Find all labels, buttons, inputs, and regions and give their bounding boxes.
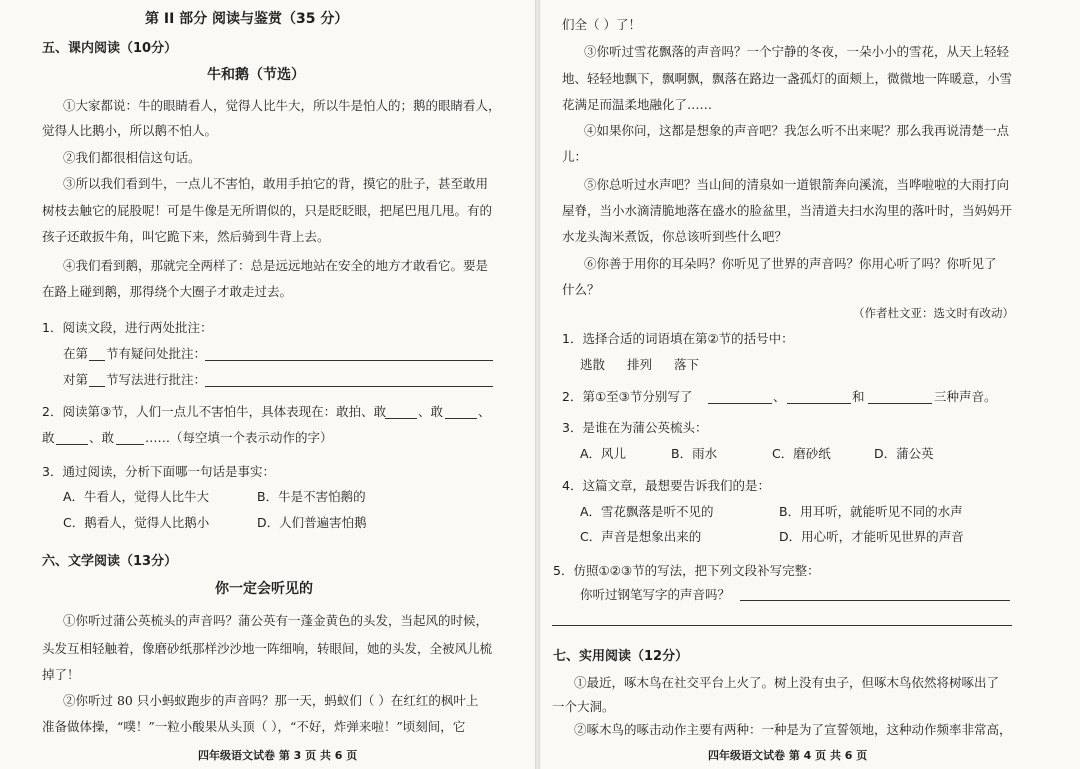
q1a-post: 节有疑问处批注： [106, 346, 207, 361]
q1a-pre: 在第 [63, 346, 89, 361]
passage-line: 花满足而温柔地融化了…… [562, 97, 713, 112]
passage-line: ⑤你总听过水声吧？当山间的清泉如一道银箭奔向溪流，当哗啦啦的大雨打向 [584, 177, 1010, 192]
passage-line: ③所以我们看到牛，一点儿不害怕，敢用手拍它的背，摸它的肚子，甚至敢用 [63, 176, 489, 191]
section6-title: 你一定会听见的 [215, 581, 313, 597]
passage-line: ②我们都很相信这句话。 [63, 150, 201, 165]
r-q2-and: 和 [852, 389, 865, 404]
q3-option-a[interactable]: A．牛看人，觉得人比牛大 [63, 489, 210, 504]
r-q2-blank[interactable] [787, 389, 851, 404]
passage-line: ①你听过蒲公英梳头的声音吗？蒲公英有一蓬金黄色的头发，当起风的时候， [63, 613, 489, 628]
passage-line: 觉得人比鹅小，所以鹅不怕人。 [42, 123, 218, 138]
section7-heading: 七、实用阅读（12分） [553, 649, 689, 664]
q2-blank[interactable] [56, 430, 88, 445]
q2-line2-mid: 、敢 [89, 430, 115, 445]
r-q4-option-b[interactable]: B．用耳听，就能听见不同的水声 [779, 504, 963, 519]
r-question-5-label: 5．仿照①②③节的写法，把下列文段补写完整： [553, 563, 820, 578]
q2-blank[interactable] [385, 404, 417, 419]
passage-line: 头发互相轻触着，像磨砂纸那样沙沙地一阵细响，转眼间，她的头发，全被风儿梳 [42, 641, 493, 656]
q2-sep: 、敢 [418, 404, 444, 419]
r-q3-option-a[interactable]: A．风儿 [580, 446, 627, 461]
section5-heading: 五、课内阅读（10分） [42, 41, 178, 56]
q2-comma: 、 [478, 404, 491, 419]
q1b-answer-line[interactable] [205, 372, 493, 387]
q2-instruction: ……（每空填一个表示动作的字） [145, 430, 333, 445]
passage-line: 在路上碰到鹅，那得绕个大圈子才敢走过去。 [42, 284, 293, 299]
q1a-answer-line[interactable] [205, 346, 493, 361]
section5-title: 牛和鹅（节选） [207, 67, 305, 83]
question-1-label: 1．阅读文段，进行两处批注： [42, 320, 213, 335]
passage-line: ②啄木鸟的啄击动作主要有两种：一种是为了宣誓领地，这种动作频率非常高， [574, 722, 1012, 737]
q3-option-b[interactable]: B．牛是不害怕鹅的 [257, 489, 366, 504]
passage-line: 掉了！ [42, 667, 80, 682]
passage-line: 们全（ ）了！ [562, 17, 641, 32]
r-q2-blank[interactable] [708, 389, 772, 404]
question-3-label: 3．通过阅读，分析下面哪一句话是事实： [42, 464, 275, 479]
passage-line: 准备做体操，“噗！”一粒小酸果从头顶（ ），“不好，炸弹来啦！”顷刻间，它 [42, 719, 466, 734]
q2-blank[interactable] [116, 430, 144, 445]
r-q4-option-c[interactable]: C．声音是想象出来的 [580, 529, 702, 544]
passage-line: ④我们看到鹅，那就完全两样了：总是远远地站在安全的地方才敢看它。要是 [63, 258, 489, 273]
r-q3-option-b[interactable]: B．雨水 [671, 446, 718, 461]
r-q3-option-c[interactable]: C．磨砂纸 [772, 446, 831, 461]
r-q5-prompt: 你听过钢笔写字的声音吗？ [580, 587, 731, 602]
passage-line: ②你听过 80 只小蚂蚁跑步的声音吗？那一天，蚂蚁们（ ）在红红的枫叶上 [63, 693, 479, 708]
passage-line: 水龙头淘米煮饭，你总该听到些什么吧？ [562, 229, 788, 244]
r-q4-option-a[interactable]: A．雪花飘落是听不见的 [580, 504, 714, 519]
right-page [540, 0, 1080, 769]
r-question-4-label: 4．这篇文章，最想要告诉我们的是： [562, 478, 770, 493]
word-option[interactable]: 排列 [627, 357, 653, 372]
r-question-2-text: 2．第①至③节分别写了 [562, 389, 693, 404]
r-q2-blank[interactable] [868, 389, 932, 404]
q1a-section-blank[interactable] [89, 346, 105, 361]
passage-line: 树枝去触它的屁股呢！可是牛像是无所谓似的，只是眨眨眼，把尾巴甩几甩。有的 [42, 203, 493, 218]
section6-heading: 六、文学阅读（13分） [42, 554, 178, 569]
passage-line: 屋脊，当小水滴清脆地落在盛水的脸盆里，当清道夫扫水沟里的落叶时，当妈妈开 [562, 203, 1013, 218]
page-footer: 四年级语文试卷 第 4 页 共 6 页 [708, 749, 868, 762]
passage-line: ③你听过雪花飘落的声音吗？一个宁静的冬夜，一朵小小的雪花，从天上轻轻 [584, 44, 1010, 59]
passage-line: 一个大洞。 [552, 699, 615, 714]
q2-line2-start: 敢 [42, 430, 55, 445]
r-q3-option-d[interactable]: D．蒲公英 [874, 446, 934, 461]
r-q5-answer-line[interactable] [740, 600, 1010, 601]
passage-line: 孩子还敢扳牛角，叫它跪下来，然后骑到牛背上去。 [42, 229, 330, 244]
passage-line: 儿： [562, 149, 588, 164]
passage-line: ④如果你问，这都是想象的声音吧？我怎么听不出来呢？那么我再说清楚一点 [584, 123, 1010, 138]
r-q2-post: 三种声音。 [934, 389, 997, 404]
q3-option-d[interactable]: D．人们普遍害怕鹅 [257, 515, 367, 530]
passage-line: ⑥你善于用你的耳朵吗？你听见了世界的声音吗？你用心听了吗？你听见了 [584, 256, 997, 271]
word-option[interactable]: 逃散 [580, 357, 606, 372]
q1b-post: 节写法进行批注： [106, 372, 207, 387]
q1b-pre: 对第 [63, 372, 89, 387]
part-header: 第 II 部分 阅读与鉴赏（35 分） [145, 11, 349, 27]
r-question-3-label: 3．是谁在为蒲公英梳头： [562, 420, 708, 435]
left-page [0, 0, 535, 769]
question-2-text: 2．阅读第③节，人们一点儿不害怕牛，具体表现在：敢拍、敢 [42, 404, 387, 419]
passage-line: ①大家都说：牛的眼睛看人，觉得人比牛大，所以牛是怕人的；鹅的眼睛看人， [63, 98, 501, 113]
passage-line: ①最近，啄木鸟在社交平台上火了。树上没有虫子，但啄木鸟依然将树啄出了 [574, 675, 1000, 690]
page-footer: 四年级语文试卷 第 3 页 共 6 页 [198, 749, 358, 762]
passage-line: 什么？ [562, 282, 600, 297]
q3-option-c[interactable]: C．鹅看人，觉得人比鹅小 [63, 515, 210, 530]
author-note: （作者杜文亚：选文时有改动） [853, 306, 1014, 320]
q1b-section-blank[interactable] [89, 372, 105, 387]
r-q5-answer-line[interactable] [552, 625, 1012, 626]
q2-blank[interactable] [445, 404, 477, 419]
passage-line: 地、轻轻地飘下，飘啊飘，飘落在路边一盏孤灯的面颊上，微微地一阵暖意，小雪 [562, 71, 1013, 86]
r-q4-option-d[interactable]: D．用心听，才能听见世界的声音 [779, 529, 964, 544]
r-question-1-label: 1．选择合适的词语填在第②节的括号中： [562, 331, 794, 346]
r-q2-sep: 、 [773, 389, 786, 404]
word-option[interactable]: 落下 [674, 357, 700, 372]
